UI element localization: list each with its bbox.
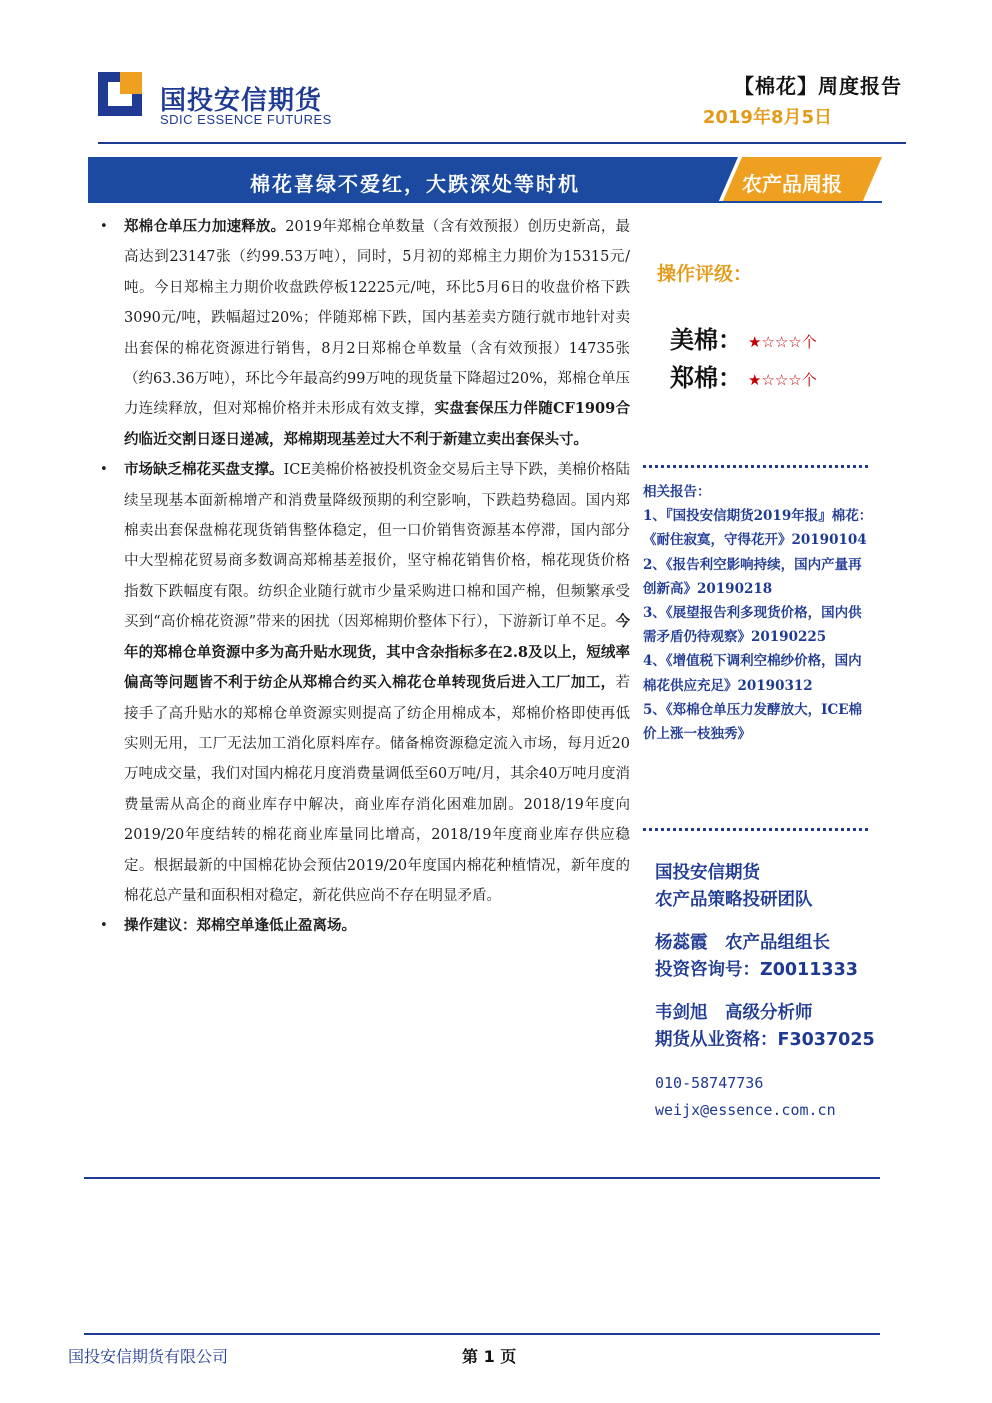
related-report-item[interactable]: 2、《报告利空影响持续，国内产量再创新高》20190218 — [643, 556, 862, 597]
paragraph-2-highlight: 今年的郑棉仓单资源中多为高升贴水现货，其中含杂指标多在2.8及以上，短绒率偏高等问题皆不利于纺企从郑棉合约买入棉花仓单转现货后进入工厂加工， — [124, 613, 630, 692]
paragraph-2-text: ICE美棉价格被投机资金交易后主导下跌，美棉价格陆续呈现基本面新棉增产和消费量降级预期的利空影响，下跌趋势稳固。国内郑棉卖出套保盘棉花现货销售整体稳定，但一口价销售资源基本停滞，国内部分中大型棉花贸易商多数调高郑棉基差报价，坚守棉花销售价格，棉花现货价格指数下跌幅度有限。纺织企业随行就市少量采购进口棉和国产棉，但频繁承受买到“高价棉花资源”带来的困扰（因郑棉期价整体下行），下游新订单不足。 — [124, 462, 630, 631]
paragraph-1-heading: 郑棉仓单压力加速释放。 — [124, 218, 286, 235]
paragraph-1-text: 2019年郑棉仓单数量（含有效预报）创历史新高，最高达到23147张（约99.53万吨），同时，5月初的郑棉主力期价为15315元/吨。今日郑棉主力期价收盘跌停板12225元/吨，环比5月6日的收盘价格下跌3090元/吨，跌幅超过20%；伴随郑棉下跌，国内基差卖方随行就市地针对卖出套保的棉花资源进行销售，8月2日郑棉仓单数量（含有效预报）14735张（约63.36万吨），环比今年最高约99万吨的现货量下降超过20%，郑棉仓单压力连续释放，但对郑棉价格并未形成有效支撑， — [124, 219, 630, 418]
rating-label: 郑棉： — [670, 363, 742, 392]
team-company: 国投安信期货 — [655, 863, 760, 883]
analyst-1-license: 投资咨询号：Z0011333 — [655, 960, 858, 980]
sidebar-divider-top — [643, 465, 868, 468]
rating-title: 操作评级： — [657, 263, 753, 285]
contact-email[interactable]: weijx@essence.com.cn — [655, 1101, 836, 1119]
main-content — [100, 212, 630, 942]
related-report-item[interactable]: 1、『国投安信期货2019年报』棉花：《耐住寂寞，守得花开》20190104 — [643, 508, 873, 549]
company-logo-icon — [98, 72, 142, 116]
rating-zhengzhou-cotton — [670, 358, 817, 393]
rating-us-cotton — [670, 320, 817, 355]
research-team — [655, 860, 885, 1124]
trend-arrow-icon: 个 — [801, 371, 817, 389]
header-divider — [98, 142, 906, 144]
related-report-item[interactable]: 4、《增值税下调利空棉纱价格，国内棉花供应充足》20190312 — [643, 653, 862, 694]
related-reports — [643, 480, 875, 746]
report-category: 农产品周报 — [742, 172, 842, 196]
contact-phone: 010-58747736 — [655, 1074, 764, 1092]
page-number: 第 1 页 — [462, 1347, 517, 1366]
bullet-paragraph-3 — [100, 911, 630, 941]
bullet-paragraph-2 — [100, 455, 630, 911]
rating-stars: ★☆☆☆ — [748, 333, 802, 351]
team-name: 农产品策略投研团队 — [655, 890, 813, 910]
report-type-tag: 【棉花】周度报告 — [734, 74, 902, 98]
logo-company-name: 国投安信期货 — [160, 86, 323, 116]
report-date: 2019年8月5日 — [702, 107, 832, 128]
analyst-1: 杨蕊霞 农产品组组长 — [655, 933, 830, 953]
footer-divider — [84, 1333, 880, 1335]
operation-advice: 操作建议：郑棉空单逢低止盈离场。 — [124, 917, 356, 935]
paragraph-2-heading: 市场缺乏棉花买盘支撑。 — [124, 461, 284, 479]
logo-company-name-en: SDIC ESSENCE FUTURES — [160, 112, 332, 127]
rating-label: 美棉： — [670, 325, 742, 354]
paragraph-1-highlight: 实盘套保压力伴随CF1909合约临近交割日逐日递减，郑棉期现基差过大不利于新建立卖出套保头寸。 — [124, 400, 630, 448]
related-report-item[interactable]: 5、《郑棉仓单压力发酵放大，ICE棉价上涨一枝独秀》 — [643, 701, 862, 743]
content-bottom-divider — [84, 1177, 880, 1179]
footer-company: 国投安信期货有限公司 — [68, 1347, 229, 1366]
related-reports-title: 相关报告： — [643, 484, 711, 500]
sidebar-divider-bottom — [643, 828, 868, 831]
related-report-item[interactable]: 3、《展望报告利多现货价格，国内供需矛盾仍待观察》20190225 — [643, 605, 862, 646]
rating-stars: ★☆☆☆ — [748, 371, 802, 389]
report-title: 棉花喜绿不爱红，大跌深处等时机 — [250, 172, 580, 196]
bullet-paragraph-1 — [100, 212, 630, 455]
analyst-2-license: 期货从业资格：F3037025 — [655, 1030, 875, 1050]
trend-arrow-icon: 个 — [801, 333, 817, 351]
paragraph-2-text-cont: 若接手了高升贴水的郑棉仓单资源实则提高了纺企用棉成本，郑棉价格即使再低实则无用，工厂无法加工消化原料库存。储备棉资源稳定流入市场，每月近20万吨成交量，我们对国内棉花月度消费量调低至60万吨/月，其余40万吨月度消费量需从高企的商业库存中解决，商业库存消化困难加剧。2018/19年度向2019/20年度结转的棉花商业库量同比增高，2018/19年度商业库存供应稳定。根据最新的中国棉花协会预估2019/20年度国内棉花种植情况，新年度的棉花总产量和面积相对稳定，新花供应尚不存在明显矛盾。 — [124, 675, 630, 904]
analyst-2: 韦剑旭 高级分析师 — [655, 1003, 813, 1023]
